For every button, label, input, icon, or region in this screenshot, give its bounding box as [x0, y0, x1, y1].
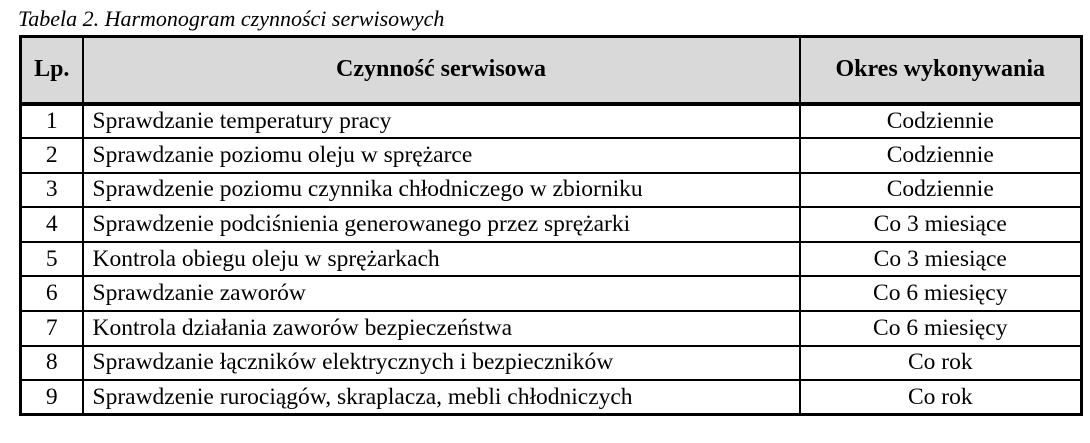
cell-period: Co rok: [800, 346, 1082, 381]
cell-lp: 3: [21, 173, 83, 208]
cell-lp: 2: [21, 138, 83, 173]
table-row: [21, 311, 1082, 346]
cell-activity: Sprawdzanie temperatury pracy: [83, 104, 800, 139]
cell-lp: 9: [21, 380, 83, 415]
cell-period: Codziennie: [800, 138, 1082, 173]
cell-activity: Sprawdzanie poziomu oleju w sprężarce: [83, 138, 800, 173]
cell-period: Co 6 miesięcy: [800, 276, 1082, 311]
table-row: [21, 242, 1082, 277]
table-row: [21, 173, 1082, 208]
cell-lp: 1: [21, 104, 83, 139]
cell-period: Co 6 miesięcy: [800, 311, 1082, 346]
cell-activity: Kontrola obiegu oleju w sprężarkach: [83, 242, 800, 277]
cell-lp: 5: [21, 242, 83, 277]
cell-activity: Sprawdzenie rurociągów, skraplacza, mebli chłodniczych: [83, 380, 800, 415]
table-row: [21, 207, 1082, 242]
header-activity: Czynność serwisowa: [83, 37, 800, 104]
cell-period: Codziennie: [800, 173, 1082, 208]
table-caption: Tabela 2. Harmonogram czynności serwisowych: [18, 6, 445, 31]
cell-activity: Kontrola działania zaworów bezpieczeństwa: [83, 311, 800, 346]
header-period: Okres wykonywania: [800, 37, 1082, 104]
table-row: [21, 276, 1082, 311]
cell-lp: 8: [21, 346, 83, 381]
cell-period: Co 3 miesiące: [800, 242, 1082, 277]
table-row: [21, 104, 1082, 139]
cell-lp: 7: [21, 311, 83, 346]
header-row: [21, 37, 1082, 104]
cell-period: Codziennie: [800, 104, 1082, 139]
cell-activity: Sprawdzanie łączników elektrycznych i bezpieczników: [83, 346, 800, 381]
cell-period: Co 3 miesiące: [800, 207, 1082, 242]
table-row: [21, 138, 1082, 173]
cell-period: Co rok: [800, 380, 1082, 415]
table-header: [21, 37, 1082, 104]
cell-lp: 4: [21, 207, 83, 242]
cell-activity: Sprawdzenie podciśnienia generowanego przez sprężarki: [83, 207, 800, 242]
table-body: [21, 104, 1082, 415]
cell-lp: 6: [21, 276, 83, 311]
table-row: [21, 380, 1082, 415]
header-lp: Lp.: [21, 37, 83, 104]
table-row: [21, 346, 1082, 381]
service-schedule-table: [19, 35, 1083, 416]
cell-activity: Sprawdzanie zaworów: [83, 276, 800, 311]
cell-activity: Sprawdzenie poziomu czynnika chłodniczego w zbiorniku: [83, 173, 800, 208]
